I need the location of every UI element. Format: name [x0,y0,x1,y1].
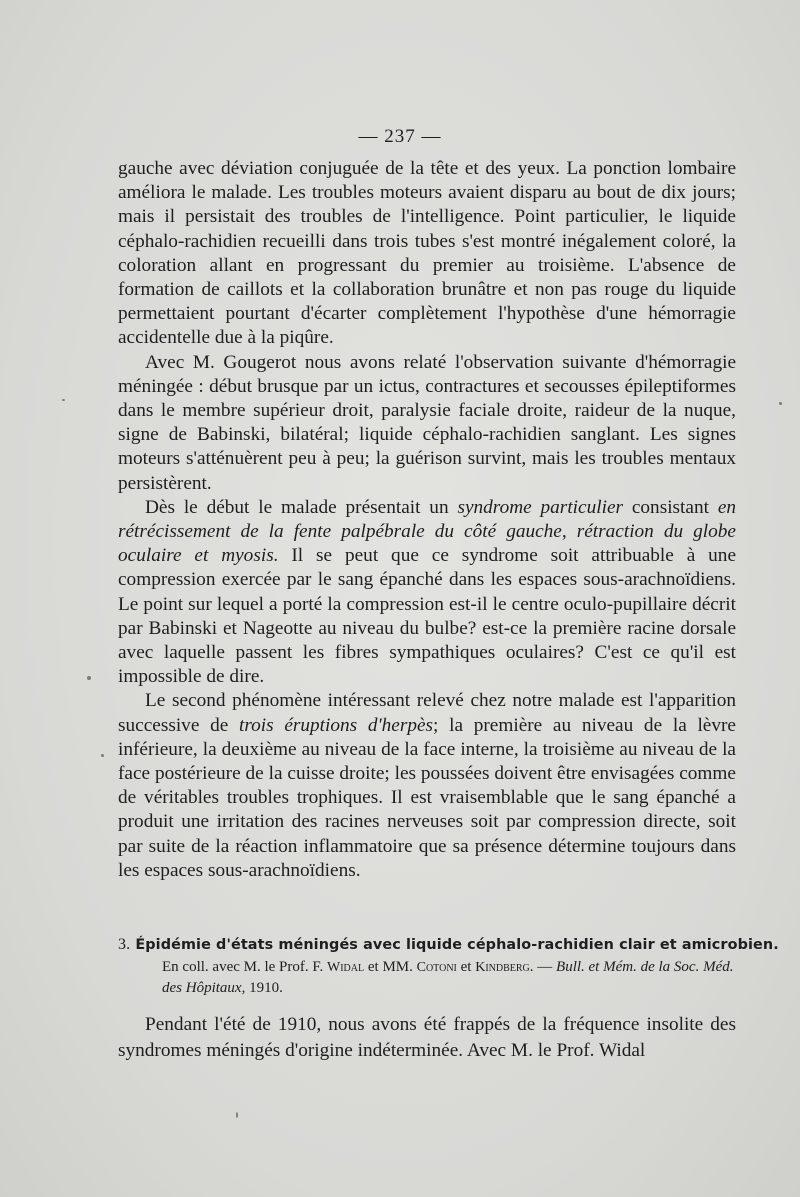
publication-number: 3. [118,936,131,953]
author-cotoni: Cotoni [416,960,457,975]
paragraph-continuation: gauche avec déviation conjuguée de la tête et des yeux. La ponction lombaire améliora le malade. Les troubles moteurs avaient disparu au bout de dix jours; mais il persistait des troubles de l'intelligence. Point particulier, le liquide céphalo-rachidien recueilli dans trois tubes s'est montré inégalement coloré, la coloration allant en progressant du premier au troisième. L'absence de formation de caillots et la collaboration brunâtre et non pas rouge du liquide permettaient pourtant d'écarter complètement l'hypothèse d'une hémorragie accidentelle due à la piqûre. [118,158,736,349]
page-number: — 237 — [358,126,442,147]
italic-run: en rétrécissement de la fente palpébrale du côté gauche, rétraction du globe oculaire et myosis. [118,496,737,567]
main-text [118,157,736,883]
paper-speck [101,754,104,757]
publication-year: , 1910. [241,980,283,996]
author-widal: Widal [327,960,365,975]
publication-title-text: Épidémie d'états méningés avec liquide céphalo-rachidien clair et amicrobien. [135,937,779,953]
paper-speck [236,1112,238,1118]
ref-text: En coll. avec M. le Prof. F. [162,959,328,975]
paragraph-gougerot-observation: Avec M. Gougerot nous avons relaté l'observation suivante d'hémorragie méningée : début brusque par un ictus, contractures et secousses épileptiformes dans le membre supérieur droit, paralysie faciale droite, raideur de la nuque, signe de Babinski, bilatéral; liquide céphalo-rachidien sanglant. Les signes moteurs s'atténuèrent peu à peu; la guérison survint, mais les troubles mentaux persistèrent. [118,351,736,494]
publication-entry [118,934,779,999]
author-kindberg: Kindberg [475,960,530,975]
ref-text: et MM. [364,959,417,975]
ref-text: . — [529,959,557,975]
publication-title [118,934,779,956]
paragraph-herpes [118,689,736,883]
paragraph-epidemic: Pendant l'été de 1910, nous avons été frappés de la fréquence insolite des syndromes méningés d'origine indéterminée. Avec M. le Prof. Widal [118,1014,736,1061]
text-run: consistant [623,496,718,518]
text-run: Il se peut que ce syndrome soit attribuable à une compression exercée par le sang épanché dans les espaces sous-arachnoïdiens. Le point sur lequel a porté la compression est-il le centre oculo-pupillaire décrit par Babinski et Nageotte au niveau du bulbe? est-ce la première racine dorsale avec laquelle passent les fibres sympathiques oculaires? C'est ce qu'il est impossible de dire. [118,545,736,688]
italic-run: syndrome particulier [457,496,624,518]
paper-speck [62,399,65,401]
paragraph-syndrome [118,496,736,690]
publication-reference [118,957,736,999]
paper-speck [87,676,91,680]
italic-run: trois éruptions d'herpès [238,714,434,736]
text-run: Dès le début le malade présentait un [145,496,458,518]
ref-text: et [456,959,476,975]
journal-title: Bull. et Mém. de la Soc. Méd. des Hôpitaux [162,959,734,996]
text-run: ; la première au niveau de la lèvre inférieure, la deuxième au niveau de la face interne, la troisième au niveau de la face postérieure de la cuisse droite; les poussées doivent être envisagées comme de véritables troubles trophiques. Il est vraisemblable que le sang épanché a produit une irritation des racines nerveuses soit par compression directe, soit par suite de la réaction inflammatoire que sa présence détermine toujours dans les espaces sous-arachnoïdiens. [118,714,736,881]
next-section [118,1012,736,1064]
text-run: Le second phénomène intéressant relevé chez notre malade est l'apparition successive de [118,690,736,736]
paper-speck [779,402,782,405]
